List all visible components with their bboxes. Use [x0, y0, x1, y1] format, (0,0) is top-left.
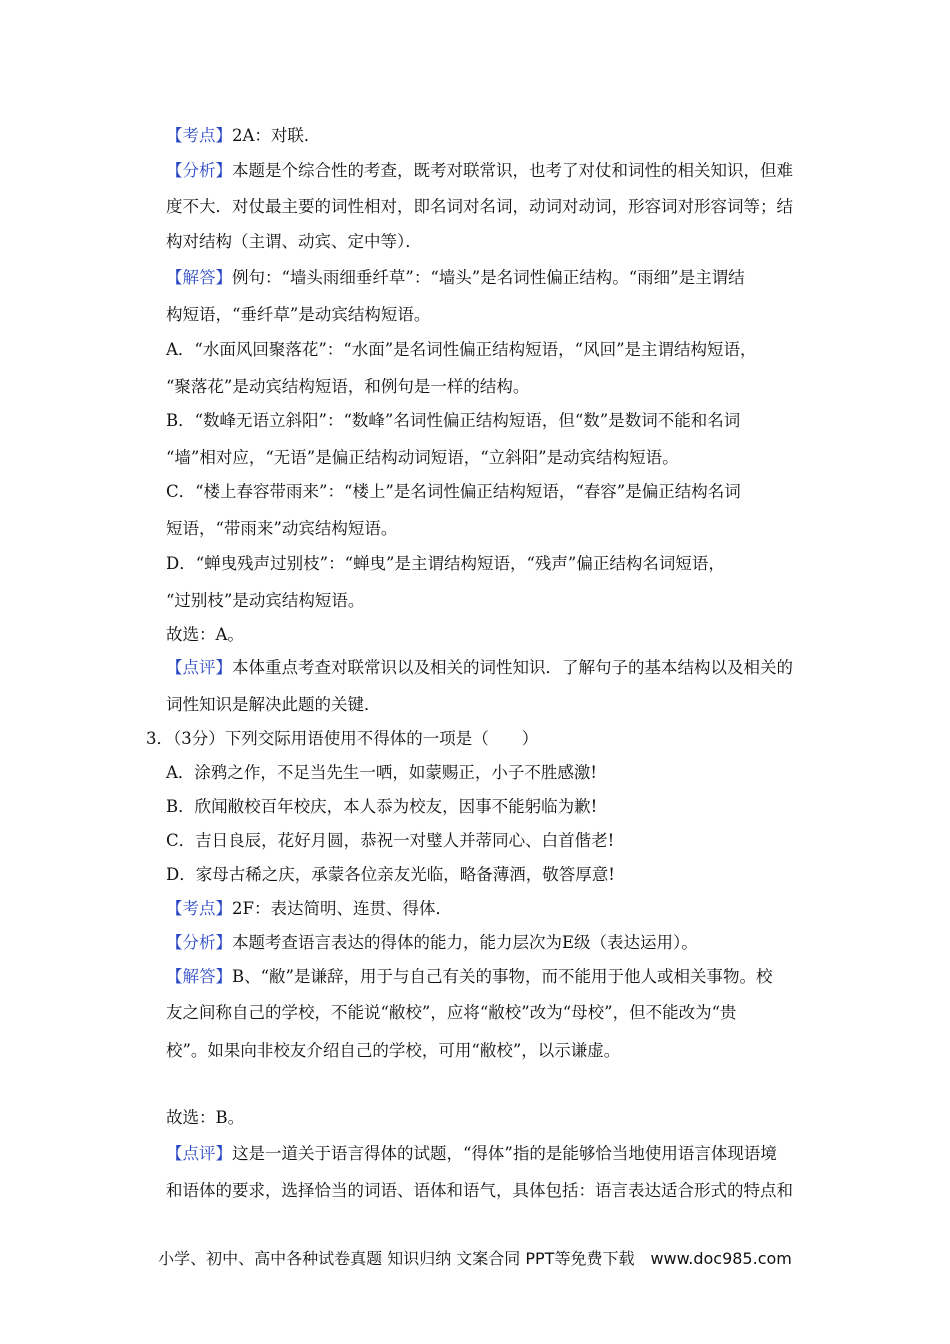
text-line	[166, 1180, 793, 1202]
section-tag: 【解答】	[166, 967, 232, 986]
text-line	[166, 898, 452, 920]
section-tag: 【分析】	[166, 161, 232, 180]
text-line	[166, 864, 615, 886]
line-text: 这是一道关于语言得体的试题，“得体”指的是能够恰当地使用语言体现语境	[232, 1144, 777, 1163]
line-text: A．涂鸦之作，不足当先生一哂，如蒙赐正，小子不胜感激!	[166, 763, 598, 782]
text-line	[166, 304, 430, 326]
text-line	[166, 1040, 620, 1062]
text-line	[146, 728, 538, 750]
text-line	[166, 553, 725, 575]
line-text: C．“楼上春容带雨来”：“楼上”是名词性偏正结构短语，“春容”是偏正结构名词	[166, 482, 741, 501]
text-line	[166, 267, 745, 289]
line-text: 2A：对联．	[232, 126, 321, 145]
text-line	[166, 1002, 737, 1024]
line-text: 校”。如果向非校友介绍自己的学校，可用“敝校”，以示谦虚。	[166, 1041, 621, 1060]
text-line	[166, 966, 773, 988]
text-line	[166, 410, 740, 432]
section-tag: 【考点】	[166, 899, 232, 918]
line-text: D．“蝉曳残声过别枝”：“蝉曳”是主谓结构短语，“残声”偏正结构名词短语，	[166, 554, 725, 573]
line-text: 构短语，“垂纤草”是动宾结构短语。	[166, 305, 431, 324]
section-tag: 【分析】	[166, 933, 232, 952]
line-text: D．家母古稀之庆，承蒙各位亲友光临，略备薄酒，敬答厚意!	[166, 865, 615, 884]
text-line	[166, 762, 597, 784]
section-tag: 【解答】	[166, 268, 232, 287]
line-text: 例句：“墙头雨细垂纤草”：“墙头”是名词性偏正结构。“雨细”是主谓结	[232, 268, 745, 287]
text-line	[166, 590, 364, 612]
line-text: “墙”相对应，“无语”是偏正结构动词短语，“立斜阳”是动宾结构短语。	[166, 448, 679, 467]
text-line	[166, 125, 320, 147]
text-line	[166, 624, 244, 646]
text-line	[166, 376, 529, 398]
text-line	[166, 518, 397, 540]
text-line	[166, 1107, 244, 1129]
text-line	[166, 657, 793, 679]
text-line	[166, 481, 741, 503]
line-text: 构对结构（主谓、动宾、定中等）．	[166, 232, 422, 251]
line-text: B、“敝”是谦辞，用于与自己有关的事物，而不能用于他人或相关事物。校	[232, 967, 773, 986]
section-tag: 【考点】	[166, 126, 232, 145]
line-text: 3．（3分）下列交际用语使用不得体的一项是（ ）	[146, 729, 539, 748]
line-text: 本题是个综合性的考查，既考对联常识，也考了对仗和词性的相关知识，但难	[232, 161, 793, 180]
text-line	[166, 447, 679, 469]
line-text: B．“数峰无语立斜阳”：“数峰”名词性偏正结构短语，但“数”是数词不能和名词	[166, 411, 741, 430]
text-line	[166, 231, 422, 253]
line-text: 和语体的要求，选择恰当的词语、语体和语气，具体包括：语言表达适合形式的特点和	[166, 1181, 793, 1200]
text-line	[166, 694, 381, 716]
text-line	[166, 932, 698, 954]
line-text: 友之间称自己的学校，不能说“敝校”，应将“敝校”改为“母校”，但不能改为“贵	[166, 1003, 737, 1022]
line-text: A．“水面风回聚落花”：“水面”是名词性偏正结构短语，“风回”是主谓结构短语，	[166, 340, 757, 359]
text-line	[166, 830, 614, 852]
line-text: 度不大．对仗最主要的词性相对，即名词对名词，动词对动词，形容词对形容词等；结	[166, 197, 793, 216]
text-line	[166, 160, 793, 182]
line-text: C．吉日良辰，花好月圆，恭祝一对璧人并蒂同心、白首偕老!	[166, 831, 615, 850]
section-tag: 【点评】	[166, 1144, 232, 1163]
text-line	[166, 196, 793, 218]
text-line	[166, 796, 597, 818]
line-text: “聚落花”是动宾结构短语，和例句是一样的结构。	[166, 377, 530, 396]
page-footer: 小学、初中、高中各种试卷真题 知识归纳 文案合同 PPT等免费下载 www.doc985.com	[158, 1249, 792, 1268]
line-text: B．欣闻敝校百年校庆，本人忝为校友，因事不能躬临为歉!	[166, 797, 598, 816]
line-text: 词性知识是解决此题的关键．	[166, 695, 381, 714]
line-text: 故选：A。	[166, 625, 244, 644]
line-text: 本体重点考查对联常识以及相关的词性知识．了解句子的基本结构以及相关的	[232, 658, 793, 677]
text-line	[166, 339, 757, 361]
line-text: 本题考查语言表达的得体的能力，能力层次为E级（表达运用）。	[232, 933, 698, 952]
text-line	[166, 1143, 777, 1165]
line-text: 短语，“带雨来”动宾结构短语。	[166, 519, 398, 538]
section-tag: 【点评】	[166, 658, 232, 677]
line-text: “过别枝”是动宾结构短语。	[166, 591, 365, 610]
line-text: 故选：B。	[166, 1108, 245, 1127]
line-text: 2F：表达简明、连贯、得体．	[232, 899, 452, 918]
